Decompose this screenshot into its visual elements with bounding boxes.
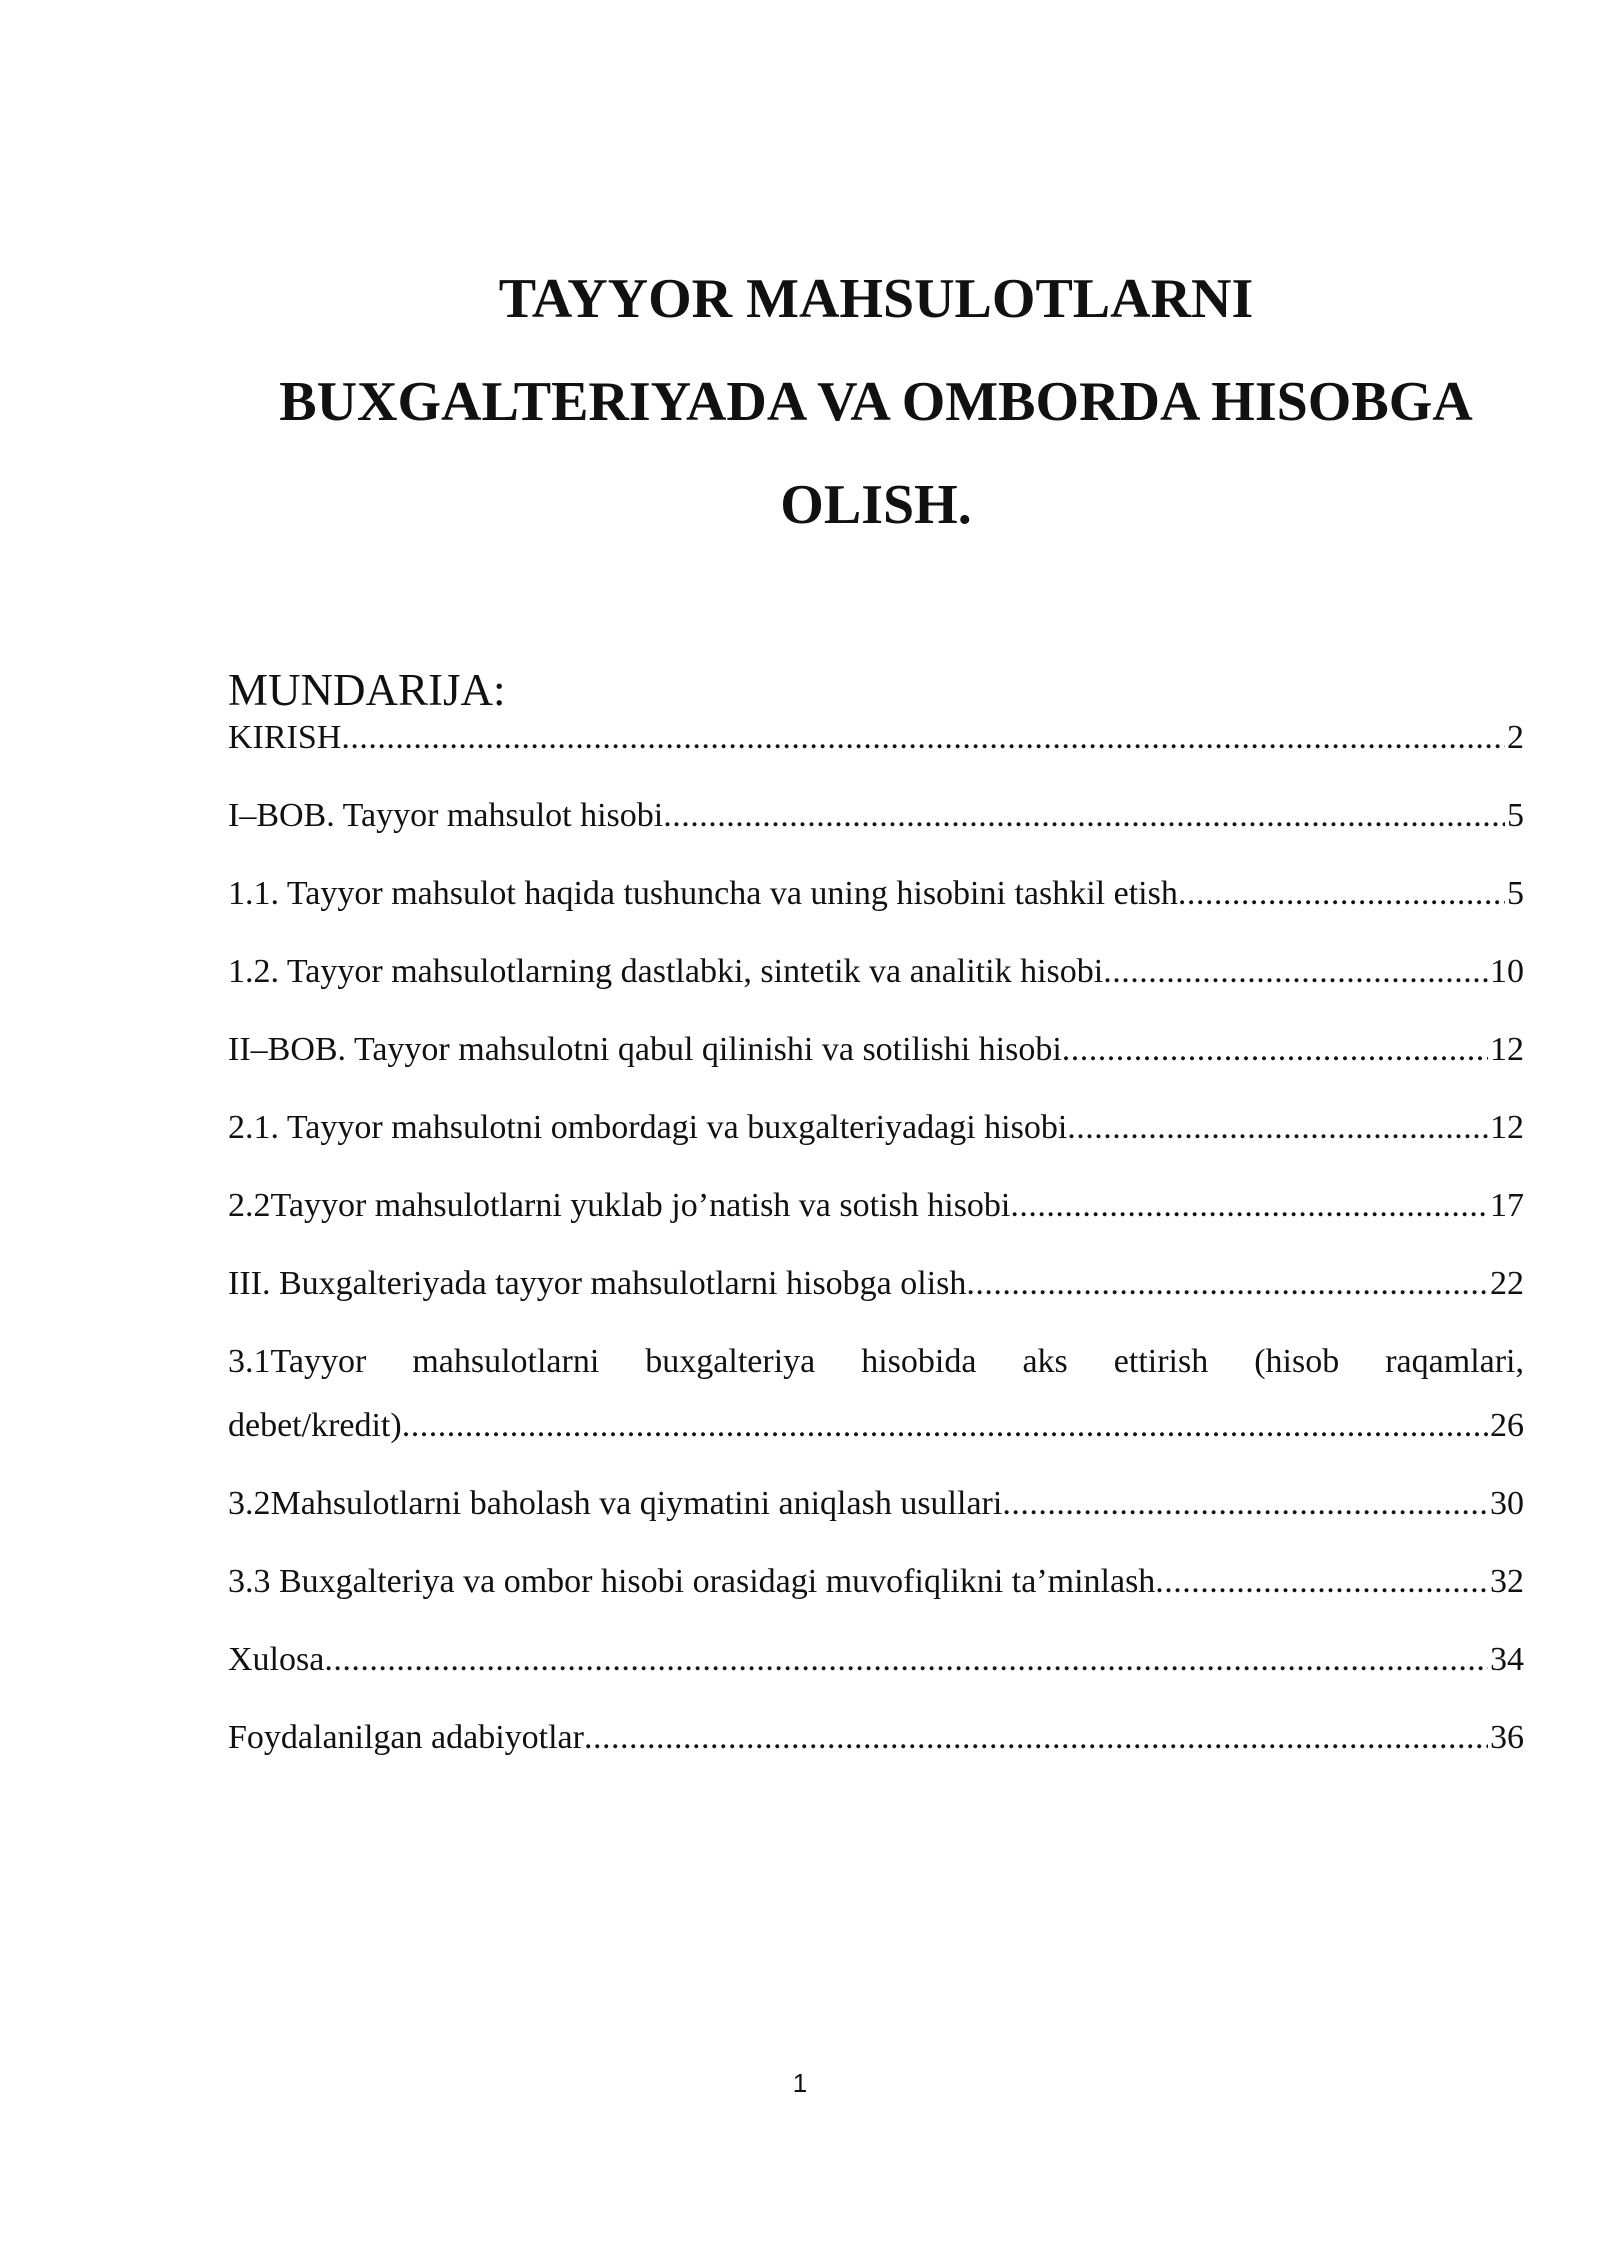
toc-entry-section-3-1: [228, 1342, 1524, 1446]
toc-entry-references: [228, 1718, 1524, 1758]
toc-entry-chapter-2: [228, 1030, 1524, 1070]
dot-leader: [1067, 1108, 1488, 1148]
toc-entry-section-1-1: [228, 874, 1524, 914]
toc-entry-page: 32: [1490, 1563, 1524, 1600]
toc-entry-page: 12: [1490, 1031, 1524, 1068]
toc-entry-page: 2: [1507, 719, 1524, 756]
toc-entry-label: Xulosa: [228, 1641, 325, 1678]
toc-entry-page: 34: [1490, 1641, 1524, 1678]
toc-entry-label: Foydalanilgan adabiyotlar: [228, 1719, 584, 1756]
toc-entry-page: 5: [1507, 797, 1524, 834]
dot-leader: [966, 1264, 1488, 1304]
dot-leader: [1103, 952, 1488, 992]
dot-leader: [324, 1640, 1488, 1680]
toc-entry-section-3-3: [228, 1562, 1524, 1602]
toc-entry-kirish: [228, 718, 1524, 758]
toc-entry-label: KIRISH: [228, 719, 342, 756]
toc-entry-section-2-2: [228, 1186, 1524, 1226]
dot-leader: [341, 718, 1505, 758]
toc-entry-label: 3.2Mahsulotlarni baholash va qiymatini aniqlash usullari: [228, 1485, 1003, 1522]
document-title: [228, 248, 1524, 557]
title-line: TAYYOR MAHSULOTLARNI: [498, 268, 1254, 330]
toc-entry-label: 1.1. Tayyor mahsulot haqida tushuncha va uning hisobini tashkil etish: [228, 875, 1178, 912]
table-of-contents: [228, 718, 1524, 1796]
toc-entry-chapter-1: [228, 796, 1524, 836]
dot-leader: [663, 796, 1505, 836]
toc-entry-section-3-2: [228, 1484, 1524, 1524]
toc-entry-page: 30: [1490, 1485, 1524, 1522]
dot-leader: [584, 1718, 1488, 1758]
toc-entry-label: III. Buxgalteriyada tayyor mahsulotlarni hisobga olish: [228, 1265, 967, 1302]
toc-entry-section-1-2: [228, 952, 1524, 992]
toc-entry-chapter-3: [228, 1264, 1524, 1304]
page-number: 1: [792, 2068, 808, 2098]
dot-leader: [1062, 1030, 1488, 1070]
title-line: OLISH.: [780, 474, 972, 536]
title-line: BUXGALTERIYADA VA OMBORDA HISOBGA: [279, 371, 1473, 433]
toc-entry-label: 2.2Tayyor mahsulotlarni yuklab jo’natish va sotish hisobi: [228, 1187, 1011, 1224]
toc-entry-label: I–BOB. Tayyor mahsulot hisobi: [228, 797, 664, 834]
dot-leader: [1155, 1562, 1488, 1602]
toc-entry-page: 12: [1490, 1109, 1524, 1146]
toc-entry-page: 10: [1490, 953, 1524, 990]
toc-entry-page: 36: [1490, 1719, 1524, 1756]
dot-leader: [1178, 874, 1505, 914]
dot-leader: [1002, 1484, 1488, 1524]
dot-leader: [402, 1406, 1488, 1446]
toc-entry-section-2-1: [228, 1108, 1524, 1148]
toc-heading: MUNDARIJA:: [228, 665, 506, 715]
toc-entry-page: 26: [1490, 1407, 1524, 1444]
toc-entry-page: 22: [1490, 1265, 1524, 1302]
toc-entry-label: debet/kredit): [228, 1407, 402, 1444]
toc-entry-label: 2.1. Tayyor mahsulotni ombordagi va buxgalteriyadagi hisobi: [228, 1109, 1068, 1146]
toc-entry-label: II–BOB. Tayyor mahsulotni qabul qilinishi va sotilishi hisobi: [228, 1031, 1062, 1068]
toc-entry-label: 1.2. Tayyor mahsulotlarning dastlabki, sintetik va analitik hisobi: [228, 953, 1104, 990]
toc-entry-conclusion: [228, 1640, 1524, 1680]
toc-entry-label: 3.3 Buxgalteriya va ombor hisobi orasidagi muvofiqlikni ta’minlash: [228, 1563, 1156, 1600]
dot-leader: [1010, 1186, 1488, 1226]
toc-entry-page: 17: [1490, 1187, 1524, 1224]
toc-entry-page: 5: [1507, 875, 1524, 912]
toc-entry-label-line1: 3.1Tayyor mahsulotlarni buxgalteriya hisobida aks ettirish (hisob raqamlari,: [228, 1343, 1524, 1380]
